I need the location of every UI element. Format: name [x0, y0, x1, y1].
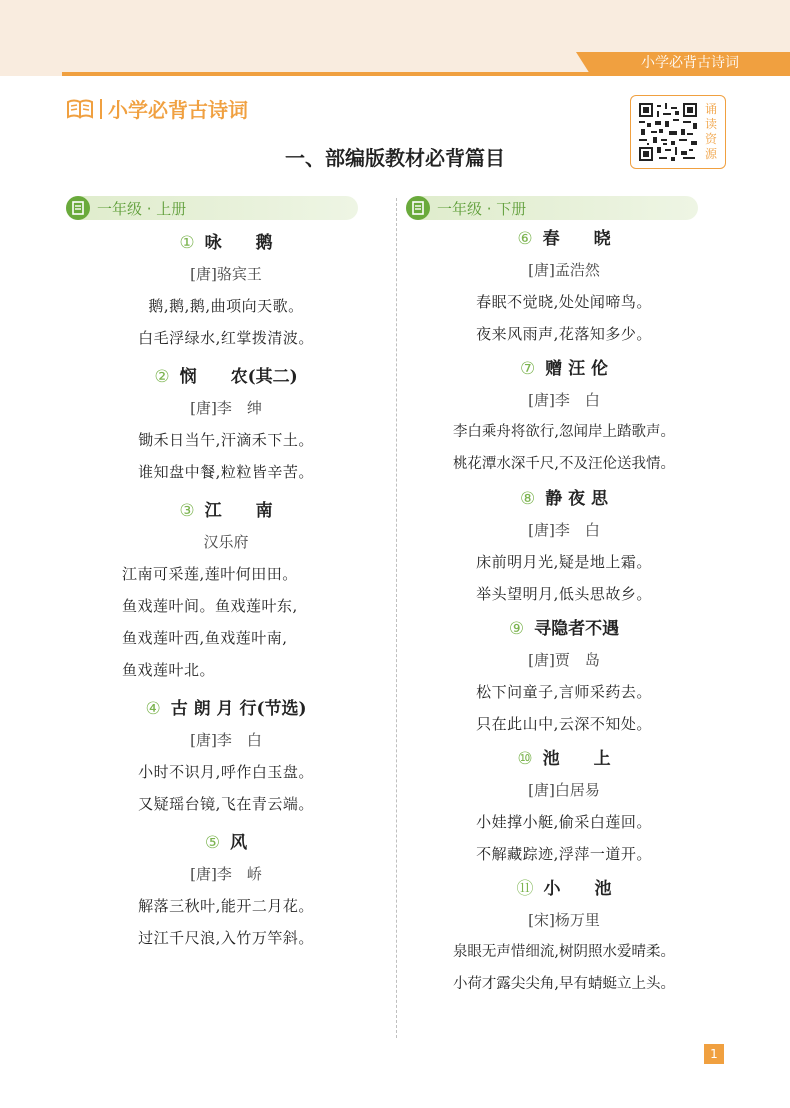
poem-title: ③ 江 南	[179, 501, 273, 521]
poem-line: 床前明月光,疑是地上霜。	[476, 553, 652, 571]
poem	[76, 228, 376, 354]
title-separator	[100, 99, 102, 119]
poem-line: 只在此山中,云深不知处。	[476, 715, 652, 733]
qr-label: 诵 读 资 源	[704, 102, 717, 161]
poem-author: [唐]李 峤	[190, 865, 262, 883]
poem-author: [唐]贾 岛	[528, 651, 600, 669]
poem	[414, 224, 714, 350]
poem-author: [唐]孟浩然	[528, 261, 600, 279]
poem	[414, 484, 714, 610]
qr-code-box[interactable]	[630, 95, 726, 169]
notebook-icon	[66, 196, 90, 220]
poem-author: [唐]骆宾王	[190, 265, 262, 283]
poem	[414, 354, 714, 480]
chapter-title: 一、部编版教材必背篇目	[285, 146, 505, 170]
poem-author: [唐]李 白	[528, 391, 600, 409]
poem	[76, 496, 376, 686]
poem-line: 鹅,鹅,鹅,曲项向天歌。	[148, 297, 304, 315]
qr-code-icon[interactable]	[639, 103, 697, 161]
column-divider	[396, 198, 397, 1038]
poem-line: 白毛浮绿水,红掌拨清波。	[138, 329, 314, 347]
poem	[76, 694, 376, 820]
poem	[76, 828, 376, 954]
book-title	[66, 94, 248, 123]
poem-line: 李白乘舟将欲行,忽闻岸上踏歌声。	[452, 424, 676, 440]
poem	[414, 744, 714, 870]
poem-title: ⑧ 静 夜 思	[519, 489, 609, 509]
poem-line: 小时不识月,呼作白玉盘。	[138, 763, 314, 781]
poem-title: ① 咏 鹅	[179, 233, 273, 253]
poem-line: 春眠不觉晓,处处闻啼鸟。	[476, 293, 652, 311]
poem-line: 松下问童子,言师采药去。	[476, 683, 652, 701]
grade-bar-right	[406, 196, 698, 220]
right-column	[414, 224, 714, 1000]
notebook-icon	[406, 196, 430, 220]
grade-label: 一年级 · 下册	[437, 199, 527, 218]
poem-line: 举头望明月,低头思故乡。	[476, 585, 652, 603]
poem-line: 桃花潭水深千尺,不及汪伦送我情。	[452, 456, 676, 472]
poem-title: ⑪ 小 池	[516, 879, 612, 899]
poem-author: 汉乐府	[203, 533, 249, 551]
poem-line: 鱼戏莲叶北。	[122, 661, 216, 679]
poem-title: ④ 古 朗 月 行(节选)	[145, 699, 307, 719]
poem	[414, 874, 714, 1000]
poem-title: ⑤ 风	[204, 833, 248, 853]
poem-title: ⑥ 春 晓	[517, 229, 611, 249]
open-book-icon	[66, 99, 94, 119]
poem-line: 小娃撑小艇,偷采白莲回。	[476, 813, 652, 831]
grade-label: 一年级 · 上册	[97, 199, 187, 218]
poem	[76, 362, 376, 488]
poem-line: 又疑瑶台镜,飞在青云端。	[138, 795, 314, 813]
poem-line: 江南可采莲,莲叶何田田。	[122, 565, 298, 583]
page-number: 1	[704, 1044, 724, 1064]
poem-title: ⑦ 赠 汪 伦	[519, 359, 609, 379]
poem	[414, 614, 714, 740]
poem-author: [唐]李 白	[190, 731, 262, 749]
poem-line: 鱼戏莲叶西,鱼戏莲叶南,	[122, 629, 288, 647]
poem-author: [唐]白居易	[528, 781, 600, 799]
poem-line: 夜来风雨声,花落知多少。	[476, 325, 652, 343]
poem-title: ⑩ 池 上	[517, 749, 611, 769]
left-column	[76, 228, 376, 954]
poem-line: 不解藏踪迹,浮萍一道开。	[476, 845, 652, 863]
poem-author: [唐]李 绅	[190, 399, 262, 417]
book-title-text: 小学必背古诗词	[108, 98, 248, 122]
poem-title: ② 悯 农(其二)	[154, 367, 298, 387]
grade-bar-left	[66, 196, 358, 220]
poem-line: 小荷才露尖尖角,早有蜻蜓立上头。	[452, 976, 676, 992]
poem-line: 锄禾日当午,汗滴禾下土。	[138, 431, 314, 449]
poem-author: [宋]杨万里	[528, 911, 600, 929]
poem-line: 泉眼无声惜细流,树阴照水爱晴柔。	[452, 944, 676, 960]
poem-line: 解落三秋叶,能开二月花。	[138, 897, 314, 915]
poem-line: 鱼戏莲叶间。鱼戏莲叶东,	[122, 597, 298, 615]
poem-line: 过江千尺浪,入竹万竿斜。	[138, 929, 314, 947]
poem-title: ⑨ 寻隐者不遇	[508, 619, 620, 639]
poem-author: [唐]李 白	[528, 521, 600, 539]
poem-line: 谁知盘中餐,粒粒皆辛苦。	[138, 463, 314, 481]
header-tab: 小学必背古诗词	[590, 52, 790, 74]
